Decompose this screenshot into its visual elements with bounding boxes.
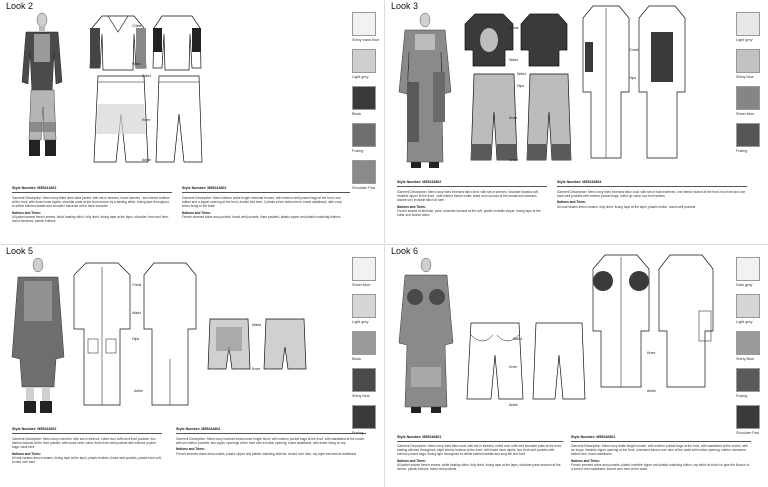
coat-back-flat	[637, 2, 687, 162]
swatch-label: Fusing	[736, 149, 748, 153]
style-number: Style Number: M55243804	[557, 180, 602, 184]
jacket-back-flat	[152, 12, 202, 72]
fabric-swatch	[352, 294, 376, 318]
callout-knee: Knee	[647, 351, 656, 355]
coat-back-flat	[657, 251, 715, 391]
garment-description: Garment Description: Mens boxy lined tailor coat, with set-in sleeves, rolled over cuffs and shoulder pads at the front, basting stitched throughout, eight interior buttons at the front, with fused inner lapels, two front welt pockets with exterior pocket bags, fusing tape throughout to define tailored details and long tail and front Notions and Trims: All jacket seams french seams, white basting stitch, fully lined, fusing tape at the lapel, shoulder pads secured at the sleeve, plastic buttons, fused welt pockets	[397, 444, 562, 472]
style-number: Style Number: M55241802	[182, 186, 227, 190]
style-number: Style Number: M55244802	[12, 427, 57, 431]
garment-description: Garment Description: Mens boxy ankle length trouser, with exterior pocket bags at the front, with waistband at the crotch, with six loops, invisible zipper opening at the front, oversized turned over hem at the waist with button opening, interior oversized folded hem, fused waistband Notions and Trims: French seamed sides and pockets, plastic invisible zipper and plastic matching button, top stitch at crotch to give the illusion of a turned over waistband, turned over hem at the waist	[571, 444, 750, 472]
swatch-label: Shiny blue	[352, 394, 370, 398]
style-number: Style Number: M55243802	[397, 180, 442, 184]
swatch-label: Light grey	[736, 320, 753, 324]
divider	[397, 441, 563, 442]
callout-hips: Hips	[629, 76, 637, 80]
model-figure	[14, 12, 72, 167]
callout-ankle: Ankle	[134, 389, 143, 393]
short-back-flat	[262, 317, 308, 373]
short-front-flat	[206, 317, 252, 373]
garment-description: Garment Description: Mens balloon ankle length mermaid trouser, with exterior welt pocket bags at the front, one button and a zipper opening at the front, double fold hem, 2 pleats at the bottom hem, fused waistband, with a top sheer lining to the knee Notions and Trims: French seamed sides and pockets, fused welt pockets, lined pockets, plastic zipper and plastic matching buttons	[182, 196, 342, 219]
divider	[12, 433, 162, 434]
look-title: Look 6	[391, 246, 419, 256]
swatch-label: Fusing	[352, 149, 364, 153]
callout-chest: Chest	[132, 283, 142, 287]
garment-description: Garment Description: Mens boxy fitted lined tailor jacket, with set-in sleeves, fused sleeves - two interior buttons at the front, with fused inner lapels, shoulder pads at the front secure by a basting stitch, fusing tape throughout to define tailored details and shoulder bananas at the back shoulder Notions and Trims: All jacket seams french seams, block basting stitch, fully lined, fusing tape at the lapel, shoulder, front and hem, fused forearms, plastic buttons	[12, 196, 170, 224]
fabric-swatches	[352, 257, 376, 442]
model-figure	[393, 257, 459, 417]
fabric-swatch	[736, 257, 760, 281]
swatch-label: Sheer blue	[736, 112, 755, 116]
style-number: Style Number: M55244802	[176, 427, 221, 431]
callout-ankle: Ankle	[647, 389, 656, 393]
callout-chest: Chest	[629, 48, 639, 52]
callout-knee: Knee	[509, 365, 518, 369]
fabric-swatch	[736, 405, 760, 429]
divider	[12, 192, 172, 193]
garment-description: Garment Description: Mens boxy overshirt, with set-in sleeves, rolled over cuffs and front pockets, two interior buttons at the front placket, with fused inner collar, three front welt pockets with exterior pocket bags, back vent Notions and Trims: All shirt seams french seams, fusing tape at the lapel, plastic buttons, fused welt pockets, placket and cuff, turned over hem	[12, 437, 162, 465]
style-number: Style Number: M55246801	[571, 435, 616, 439]
coat-front-flat	[581, 2, 631, 162]
swatch-label: Shoulder Pad	[352, 186, 376, 190]
divider	[571, 441, 751, 442]
callout-waist: Waist	[132, 62, 141, 66]
look-sheet-3	[384, 0, 768, 243]
callout-waist: Waist	[142, 74, 151, 78]
shirt-back-flat	[142, 259, 198, 409]
callout-knee: Knee	[252, 367, 261, 371]
shirt-back-flat	[519, 10, 569, 68]
look-sheet-6	[384, 244, 768, 487]
look-title: Look 3	[391, 1, 419, 11]
look-title: Look 2	[6, 1, 34, 11]
swatch-label: Fusing	[352, 431, 364, 435]
callout-hips: Hips	[517, 84, 525, 88]
swatch-label: Light grey	[352, 320, 369, 324]
style-number: Style Number: M55241802	[12, 186, 57, 190]
callout-waist: Waist	[252, 323, 261, 327]
callout-knee: Knee	[509, 116, 518, 120]
callout-waist: Waist	[509, 58, 518, 62]
fabric-swatch	[736, 294, 760, 318]
trouser-back-flat	[525, 72, 573, 164]
fabric-swatch	[352, 331, 376, 355]
model-figure	[393, 12, 457, 172]
fabric-swatch	[736, 331, 760, 355]
fabric-swatch	[352, 86, 376, 110]
shirt-front-flat	[463, 10, 515, 68]
swatch-label: Black	[352, 112, 362, 116]
look-sheet-5	[0, 244, 384, 487]
trouser-back-flat	[531, 321, 587, 401]
look-sheet-2	[0, 0, 384, 243]
garment-description: Garment Description: Mens boxy inversed below knee length short, with exterior pocket bags at the front, with waistband at the crotch, with six interior pockets, two zipper openings at the front with a button opening, fused waistband, with sheer lining on top Notions and Trims: French seamed sides and pockets, plastic zipper and plastic matching buttons, turned over hem, top layer secured at waistband	[176, 437, 366, 456]
fabric-swatches	[736, 257, 760, 442]
fabric-swatch	[352, 257, 376, 281]
callout-ankle: Ankle	[509, 158, 518, 162]
look-title: Look 5	[6, 246, 34, 256]
divider	[397, 186, 547, 187]
swatch-label: Black	[352, 357, 362, 361]
callout-ankle: Ankle	[509, 403, 518, 407]
swatch-label: Dark grey	[736, 283, 753, 287]
fabric-swatch	[736, 368, 760, 392]
fabric-swatch	[736, 12, 760, 36]
fabric-swatch	[736, 49, 760, 73]
swatch-label: Light grey	[352, 75, 369, 79]
divider	[182, 192, 350, 193]
fabric-swatch	[352, 368, 376, 392]
callout-chest: Chest	[132, 24, 142, 28]
swatch-label: Light grey	[736, 38, 753, 42]
swatch-label: Shiny Blue	[736, 357, 755, 361]
swatch-label: Shiny trans blue	[352, 38, 380, 42]
callout-chest: Chest	[509, 26, 519, 30]
style-number: Style Number: M55246801	[397, 435, 442, 439]
coat-front-flat	[591, 251, 651, 391]
swatch-label: Fusing	[736, 394, 748, 398]
callout-hips: Hips	[132, 337, 140, 341]
fabric-swatches	[352, 12, 380, 197]
fabric-swatch	[352, 12, 376, 36]
fabric-swatch	[736, 86, 760, 110]
shirt-front-flat	[72, 259, 132, 409]
callout-waist: Waist	[517, 72, 526, 76]
callout-waist: Waist	[132, 311, 141, 315]
trouser-back-flat	[154, 74, 204, 166]
callout-waist: Waist	[513, 337, 522, 341]
trouser-front-flat	[465, 321, 525, 401]
fabric-swatch	[736, 123, 760, 147]
fabric-swatch	[352, 405, 376, 429]
divider	[176, 433, 366, 434]
callout-ankle: Ankle	[142, 158, 151, 162]
swatch-label: Shoulder Pad	[736, 431, 760, 435]
garment-description: Garment Description: Mens boxy lined inversed tailor coat, with set-in fused sleeves, one interior button at the front, two front and one back welt pockets with exterior pocket bags, rolled up collar, two front seams Notions and Trims: All coat seams french seams, fully lined, fusing tape at the lapel, plastic button, fused welt pockets	[557, 190, 746, 209]
fabric-swatch	[352, 160, 376, 184]
divider	[557, 186, 747, 187]
callout-knee: Knee	[142, 118, 151, 122]
fabric-swatches	[736, 12, 760, 160]
model-figure	[10, 257, 66, 417]
fabric-swatch	[352, 49, 376, 73]
swatch-label: Sheer blue	[352, 283, 371, 287]
fabric-swatch	[352, 123, 376, 147]
swatch-label: Shiny blue	[736, 75, 754, 79]
garment-description: Garment Description: Mens boxy lined inversed tailor shirt, with set-in sleeves, shoulder banana cuff, invisible zipper at the front , with interior french collar, sides and cut-outs at the breast and stomach, double turn invisible stitch at hem Notions and Trims: French seams at armhole, yoke, shoulder banana at the cuff, plastic invisible zipper, fusing tape at the collar and bodice sides	[397, 190, 541, 218]
